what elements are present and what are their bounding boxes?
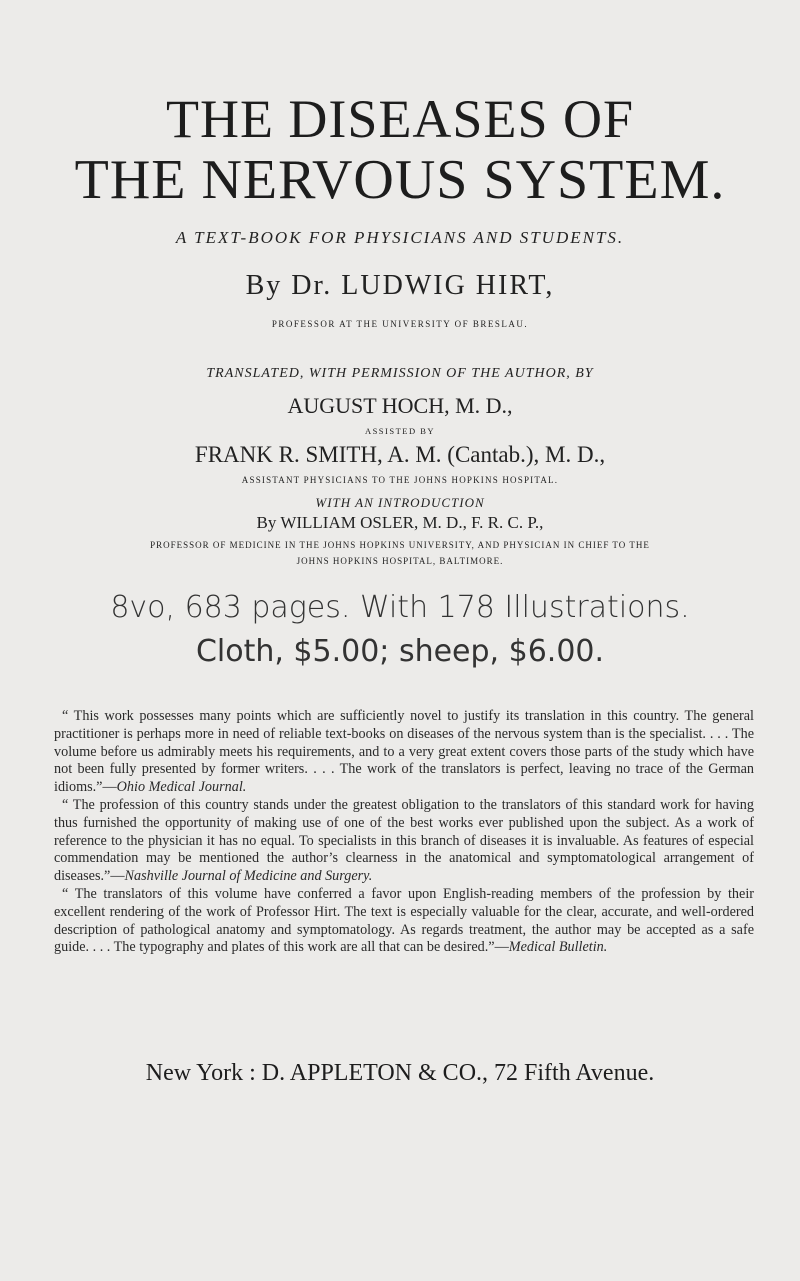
review-quote xyxy=(54,708,754,797)
author-affiliation: PROFESSOR AT THE UNIVERSITY OF BRESLAU. xyxy=(271,319,529,329)
translator-name: AUGUST HOCH, M. D., xyxy=(287,393,513,418)
introduction-note: WITH AN INTRODUCTION xyxy=(315,495,485,510)
author-name: By Dr. LUDWIG HIRT, xyxy=(245,270,555,301)
review-text: “ This work possesses many points which are sufficiently novel to justify its translation in this country. The general practitioner is perhaps more in need of reliable text-books on diseases of the nervous system than is the specialist. . . . The volume before us admirably meets his requirements, and to a very great extent covers those parts of the study which have not been fully presented by former writers. . . . The work of the translators is perfect, leaving no trace of the German idioms.”— xyxy=(54,708,754,796)
assistant-affiliation: ASSISTANT PHYSICIANS TO THE JOHNS HOPKINS HOSPITAL. xyxy=(241,475,559,485)
publisher-imprint: New York : D. APPLETON & CO., 72 Fifth Avenue. xyxy=(145,1060,655,1086)
review-quote xyxy=(54,797,754,886)
introduction-author: By WILLIAM OSLER, M. D., F. R. C. P., xyxy=(256,513,544,532)
book-title-line-2: THE NERVOUS SYSTEM. xyxy=(74,149,726,211)
review-source: Ohio Medical Journal. xyxy=(116,779,247,796)
press-reviews xyxy=(54,708,754,957)
assisted-by-label: ASSISTED BY xyxy=(364,426,436,436)
introduction-affiliation-line-2: JOHNS HOPKINS HOSPITAL, BALTIMORE. xyxy=(296,556,504,566)
publication-prices: Cloth, $5.00; sheep, $6.00. xyxy=(195,634,605,669)
translation-note: TRANSLATED, WITH PERMISSION OF THE AUTHOR, BY xyxy=(206,366,594,381)
assistant-name: FRANK R. SMITH, A. M. (Cantab.), M. D., xyxy=(194,442,606,467)
introduction-affiliation-line-1: PROFESSOR OF MEDICINE IN THE JOHNS HOPKINS UNIVERSITY, AND PHYSICIAN IN CHIEF TO THE xyxy=(150,540,650,550)
review-text: “ The translators of this volume have conferred a favor upon English-reading members of the profession by their excellent rendering of the work of Professor Hirt. The text is especially valuable for the clear, accurate, and well-ordered description of pathological anatomy and symptomatology. As regards treatment, the author may be accepted as a safe guide. . . . The typography and plates of this work are all that can be desired.”— xyxy=(54,885,754,956)
book-subtitle: A TEXT-BOOK FOR PHYSICIANS AND STUDENTS. xyxy=(175,228,625,247)
review-quote xyxy=(54,886,754,957)
book-title-line-1: THE DISEASES OF xyxy=(165,89,635,149)
review-text: “ The profession of this country stands under the greatest obligation to the translators of this standard work for having thus furnished the opportunity of making use of one of the best works ever published upon the subject. As a work of reference to the physician it has no equal. To specialists in this branch of diseases it is invaluable. As features of especial commendation may be mentioned the author’s clearness in the anatomical and symptomatological arrangement of diseases.”— xyxy=(54,796,754,885)
publication-details: 8vo, 683 pages. With 178 Illustrations. xyxy=(110,590,690,625)
review-source: Medical Bulletin. xyxy=(508,939,608,956)
review-source: Nashville Journal of Medicine and Surgery. xyxy=(124,868,373,885)
